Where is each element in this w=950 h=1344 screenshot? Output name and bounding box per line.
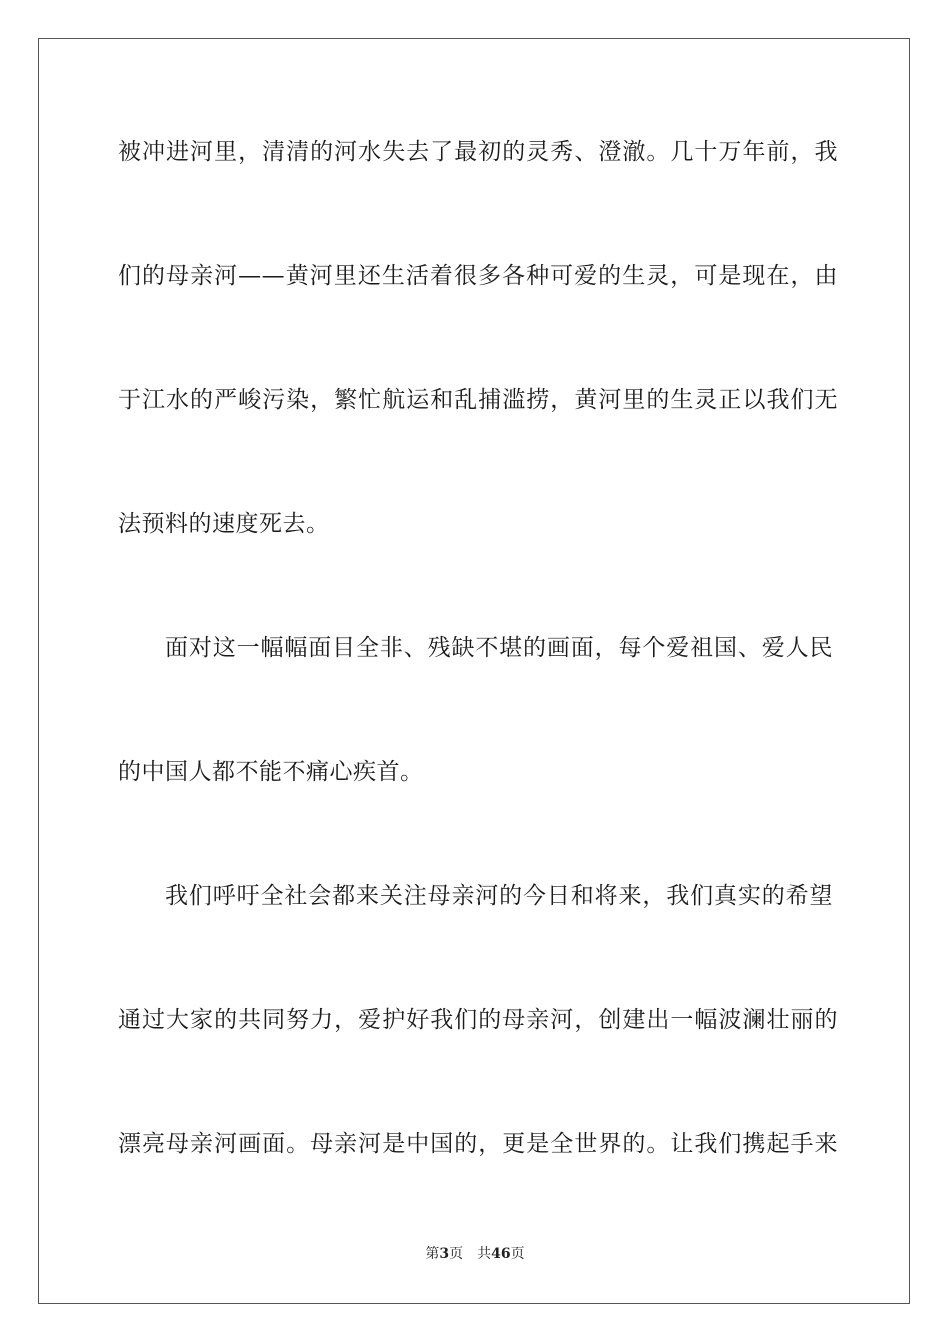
footer-total-pages: 46 [491, 1246, 511, 1262]
footer-total-prefix: 共 [477, 1246, 492, 1262]
footer-page-number: 3 [439, 1246, 450, 1262]
page-footer [0, 1245, 950, 1263]
body-line-3: 于江水的严峻污染，繁忙航运和乱捕滥捞，黄河里的生灵正以我们无 [118, 387, 838, 413]
body-line-5: 面对这一幅幅面目全非、残缺不堪的画面，每个爱祖国、爱人民 [165, 635, 833, 661]
page-border [38, 38, 910, 1304]
body-line-7: 我们呼吁全社会都来关注母亲河的今日和将来，我们真实的希望 [165, 883, 833, 909]
footer-total-suffix: 页 [510, 1246, 525, 1262]
body-line-1: 被冲进河里，清清的河水失去了最初的灵秀、澄澈。几十万年前，我 [118, 139, 838, 165]
body-line-4: 法预料的速度死去。 [118, 511, 330, 537]
body-line-8: 通过大家的共同努力，爱护好我们的母亲河，创建出一幅波澜壮丽的 [118, 1007, 838, 1033]
body-line-6: 的中国人都不能不痛心疾首。 [118, 759, 424, 785]
body-line-2: 们的母亲河——黄河里还生活着很多各种可爱的生灵，可是现在，由 [118, 263, 838, 289]
body-line-9: 漂亮母亲河画面。母亲河是中国的，更是全世界的。让我们携起手来 [118, 1131, 838, 1157]
footer-page-prefix: 第 [425, 1246, 440, 1262]
footer-page-suffix: 页 [449, 1246, 464, 1262]
